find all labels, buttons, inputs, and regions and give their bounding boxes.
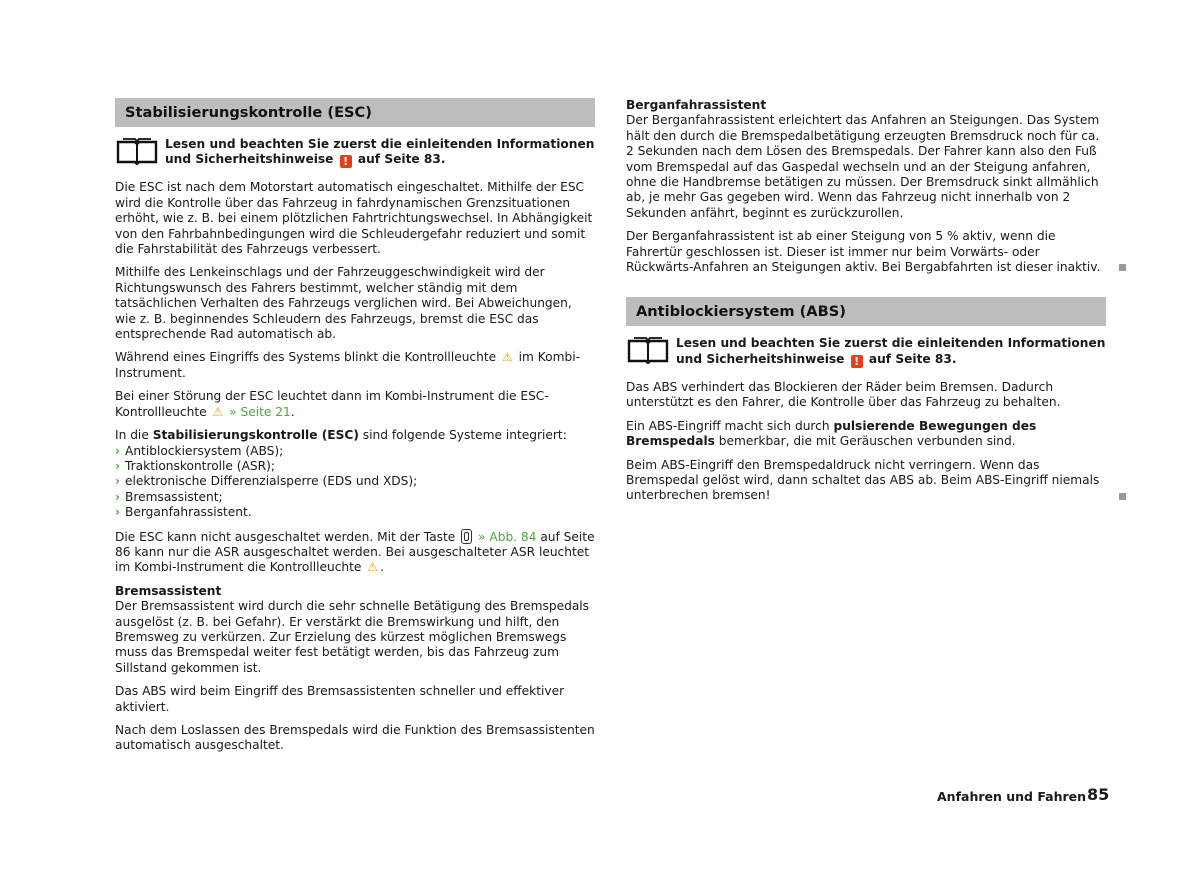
section-end-marker	[1119, 493, 1126, 500]
subheading: Bremsassistent	[115, 583, 222, 598]
note-text: Lesen und beachten Sie zuerst die einleitenden Informationen und Sicherheitshinweise ! auf Seite 83.	[165, 137, 595, 169]
paragraph: Beim ABS-Eingriff den Bremspedaldruck nicht verringern. Wenn das Bremspedal gelöst wird, dann schaltet das ABS ab. Beim ABS-Eingriff niemals unterbrechen bremsen!	[626, 458, 1106, 504]
figure-link[interactable]: » Abb. 84	[478, 529, 537, 544]
paragraph: Die ESC kann nicht ausgeschaltet werden. Mit der Taste » Abb. 84 auf Seite 86 kann nur die ASR ausgeschaltet werden. Bei ausgeschalteter ASR leuchtet im Kombi-Instrument die Kontrollleuchte ⚠ .	[115, 529, 595, 575]
chevron-icon: ›	[115, 489, 121, 504]
page-number: 85	[1087, 785, 1110, 804]
asr-warning-lamp-icon: ⚠	[367, 560, 379, 575]
left-column	[115, 98, 595, 762]
paragraph: Bei einer Störung der ESC leuchtet dann im Kombi-Instrument die ESC-Kontrollleuchte ⚠ » Seite 21.	[115, 389, 549, 419]
paragraph: Das ABS wird beim Eingriff des Bremsassistenten schneller und effektiver aktiviert.	[115, 684, 565, 714]
list-item: › Traktionskontrolle (ASR);	[115, 458, 275, 473]
warning-icon: !	[851, 355, 863, 368]
list-item: › elektronische Differenzialsperre (EDS und XDS);	[115, 474, 418, 489]
footer-chapter-title: Anfahren und Fahren	[937, 789, 1087, 804]
chevron-icon: ›	[115, 474, 121, 489]
section-header-abs: Antiblockiersystem (ABS)	[626, 297, 1106, 326]
chevron-icon: ›	[115, 505, 121, 520]
chevron-icon: ›	[115, 458, 121, 473]
chevron-icon: ›	[115, 443, 121, 458]
paragraph: Mithilfe des Lenkeinschlags und der Fahrzeuggeschwindigkeit wird der Richtungswunsch des Fahrers bestimmt, welcher ständig mit dem tatsächlichen Verhalten des Fahrzeugs verglichen wird. Bei Abweichungen, wie z. B. beginnendes Schleudern des Fahrzeugs, bremst die ESC das entsprechende Rad automatisch ab.	[115, 265, 572, 342]
list-item: › Berganfahrassistent.	[115, 505, 252, 520]
note-text: Lesen und beachten Sie zuerst die einleitenden Informationen und Sicherheitshinweise ! auf Seite 83.	[676, 336, 1106, 368]
section-header-esc: Stabilisierungskontrolle (ESC)	[115, 98, 595, 127]
list-item: › Bremsassistent;	[115, 489, 223, 504]
paragraph: Die ESC ist nach dem Motorstart automatisch eingeschaltet. Mithilfe der ESC wird die Kontrolle über das Fahrzeug in fahrdynamischen Grenzsituationen erhöht, wie z. B. bei einem plötzlichen Fahrtrichtungswechsel. In Abhängigkeit von den Fahrbahnbedingungen wird die Schleudergefahr reduziert und somit die Fahrstabilität des Fahrzeugs verbessert.	[115, 180, 593, 257]
esc-warning-lamp-icon: ⚠	[502, 350, 513, 365]
page-link[interactable]: » Seite 21	[229, 404, 291, 419]
subheading: Berganfahrassistent	[626, 98, 767, 112]
system-list	[115, 444, 595, 521]
read-note	[115, 137, 595, 168]
list-item: › Antiblockiersystem (ABS);	[115, 443, 284, 458]
book-icon	[115, 137, 159, 165]
warning-icon: !	[340, 155, 352, 168]
esc-warning-lamp-icon: ⚠	[212, 404, 224, 419]
paragraph: Der Bremsassistent wird durch die sehr schnelle Betätigung des Bremspedals ausgelöst (z. B. bei Gefahr). Er verstärkt die Bremswirkung und hilft, den Bremsweg zu verkürzen. Zur Erzielung des kürzest möglichen Bremswegs muss das Bremspedal weiter fest betätigt werden, bis das Fahrzeug zum Sillstand gekommen ist.	[115, 599, 590, 675]
paragraph: Nach dem Loslassen des Bremspedals wird die Funktion des Bremsassistenten automatisch ausgeschaltet.	[115, 723, 595, 753]
paragraph: Während eines Eingriffs des Systems blinkt die Kontrollleuchte ⚠ im Kombi-Instrument.	[115, 350, 581, 380]
paragraph: Ein ABS-Eingriff macht sich durch pulsierende Bewegungen des Bremspedals bemerkbar, die mit Geräuschen verbunden sind.	[626, 418, 1037, 449]
paragraph: Der Berganfahrassistent ist ab einer Steigung von 5 % aktiv, wenn die Fahrertür geschlossen ist. Dieser ist immer nur beim Vorwärts- oder Rückwärts-Anfahren an Steigungen aktiv. Bei Bergabfahrten ist dieser inaktiv.	[626, 229, 1106, 275]
paragraph: Das ABS verhindert das Blockieren der Räder beim Bremsen. Dadurch unterstützt es den Fahrer, die Kontrolle über das Fahrzeug zu behalten.	[626, 379, 1061, 410]
section-end-marker	[1119, 264, 1126, 271]
paragraph: In die Stabilisierungskontrolle (ESC) sind folgende Systeme integriert:	[115, 428, 567, 443]
asr-key-icon	[461, 529, 472, 544]
book-icon	[626, 336, 670, 364]
read-note	[626, 336, 1106, 367]
paragraph: Der Berganfahrassistent erleichtert das Anfahren an Steigungen. Das System hält den durch die Bremspedalbetätigung erzeugten Bremsdruck noch für ca. 2 Sekunden nach dem Lösen des Bremspedals. Der Fahrer kann also den Fuß vom Bremspedal auf das Gaspedal wechseln und an der Steigung anfahren, ohne die Handbremse betätigen zu müssen. Der Bremsdruck sinkt allmählich ab, je mehr Gas gegeben wird. Wenn das Fahrzeug nicht innerhalb von 2 Sekunden anfährt, beginnt es zurückzurollen.	[626, 113, 1100, 220]
right-column	[626, 98, 1106, 512]
